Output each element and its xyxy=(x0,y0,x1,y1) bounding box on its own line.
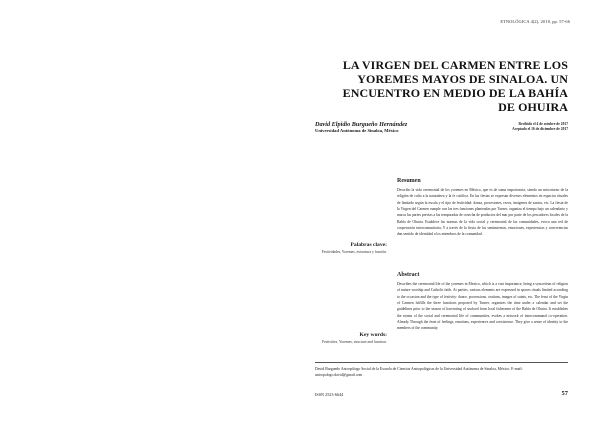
issn: ISSN 2523-6644 xyxy=(315,392,344,397)
journal-reference: ETNOLÓGICA 4(2), 2018, pp. 57-66 xyxy=(500,19,570,24)
author-name: David Elpidio Burgueño Hernández xyxy=(315,121,408,128)
title-line: ENCUENTRO EN MEDIO DE LA BAHÍA xyxy=(342,86,568,100)
title-line: DE OHUIRA xyxy=(498,100,568,114)
article-dates xyxy=(512,122,568,132)
palabras-clave-block xyxy=(297,242,387,255)
author-block xyxy=(315,121,455,134)
author-affiliation: Universidad Autónoma de Sinaloa, México xyxy=(315,128,399,133)
palabras-clave-heading: Palabras clave: xyxy=(350,242,387,248)
footnote-divider xyxy=(315,362,568,363)
keywords-text: Festivities, Yoremes, structure and function. xyxy=(322,340,387,344)
accepted-date: Aceptado el 16 de diciembre de 2017 xyxy=(512,127,568,131)
author-footnote: David Burgueño Antropólogo Social de la Escuela de Ciencias Antropológicas de la Universidad Autónoma de Sinaloa, México. E-mail: antropologo.david@gmail.com xyxy=(315,367,523,377)
abstract-text: Describes the ceremonial life of the yoremes in Mexico, which is a vast importance, being a syncretism of religion of nature worship and Catholic faith. At parties, various elements are expressed in spaces rituals limited according to the occasion and the type of festivity: dance, processions, orations, images of saints, etc. The feast of the Virgin of Carmen fulfills the three functions proposed by Turner, organizes the time under a calendar and set the guidelines prior to the season of harvesting of seafood from local fishermen of the Bahía de Ohuira. It establishes the norms of the social and ceremonial life of communities, evokes a network of intercommunal co-operation. Already Through the feast of feelings, emotions, experiences and coexistence. They give a sense of identity to the members of the community. xyxy=(397,282,568,331)
palabras-clave-text: Festividades, Yoremes, estructura y función. xyxy=(321,250,387,254)
keywords-heading: Key words: xyxy=(359,332,387,338)
received-date: Recibido el 4 de octubre de 2017 xyxy=(518,122,568,126)
article-title xyxy=(268,58,568,114)
title-line: YOREMES MAYOS DE SINALOA. UN xyxy=(357,72,568,86)
abstract-heading: Abstract xyxy=(397,272,420,278)
title-line: LA VIRGEN DEL CARMEN ENTRE LOS xyxy=(342,58,568,72)
resumen-text: Describo la vida ceremonial de los yoremes en México, que es de suma importancia, siendo un microtorno de la religión de culto a la naturaleza y la fe católica. En las fiestas se expresan diversos elementos en espacios rituales de limitado según la escala y el tipo de festividad: danza, procesiones, rezos, imágenes de santos, etc. La fiesta de la Virgen del Carmen cumple con las tres funciones planteadas por Turner, organiza el tiempo bajo un calendario y marca las partes previas a las temporadas de cosecha de productos del mar por parte de los pescadores locales de la Bahía de Ohuira. Establece las normas de la vida social y ceremonial de las comunidades, evoca una red de cooperación intercomunitaria; Y a través de la fiesta de los sentimientos, emociones, experiencias y convivencias dan sentido de identidad a los miembros de la comunidad. xyxy=(397,188,568,237)
keywords-block xyxy=(297,332,387,345)
page-number: 57 xyxy=(561,390,568,397)
resumen-heading: Resumen xyxy=(397,178,421,184)
